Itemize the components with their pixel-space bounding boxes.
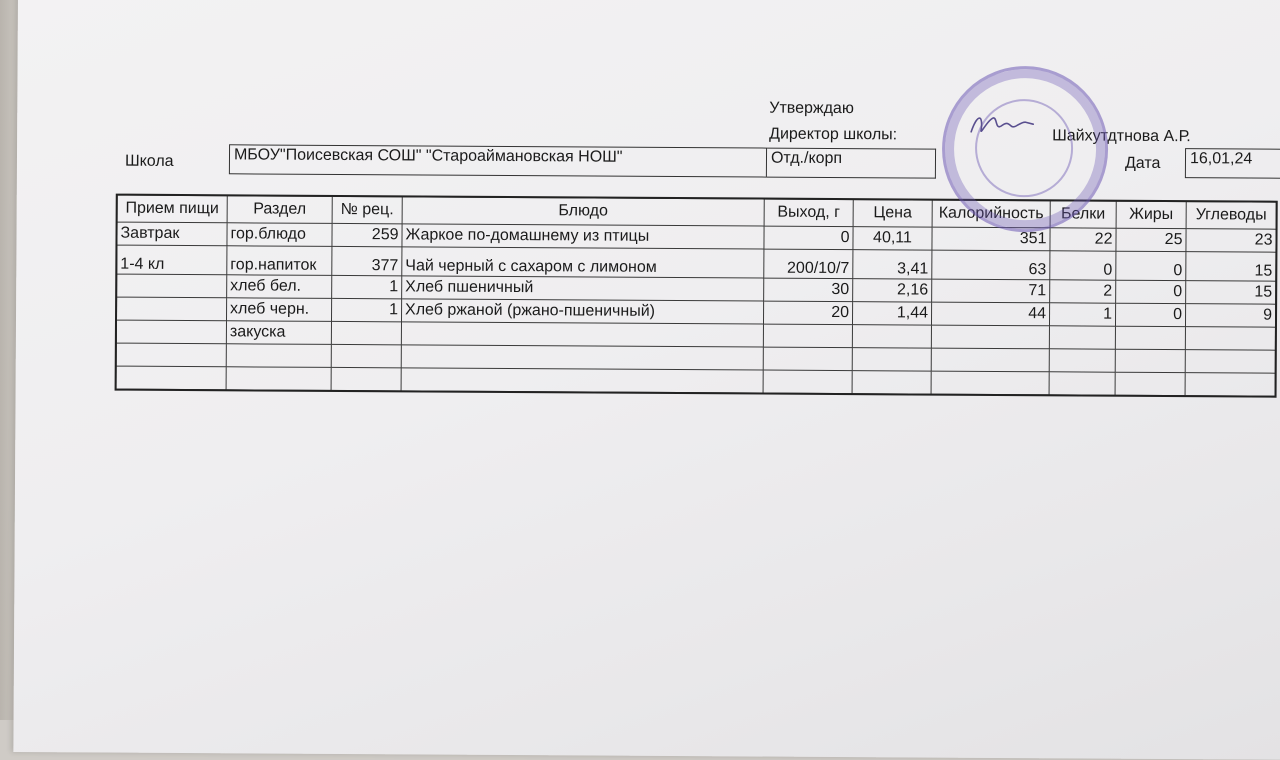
col-protein: Белки [1050, 201, 1116, 228]
cell-fat: 25 [1116, 228, 1186, 251]
col-calories: Калорийность [932, 200, 1050, 228]
school-field [229, 144, 767, 177]
cell-meal [116, 320, 226, 344]
cell-section: гор.напиток [227, 246, 332, 276]
cell-section: хлеб бел. [227, 275, 332, 299]
cell-price: 2,16 [853, 279, 932, 302]
cell-calories [931, 371, 1049, 395]
col-price: Цена [853, 200, 932, 227]
cell-price [852, 348, 931, 371]
cell-recipe: 259 [332, 223, 402, 246]
cell-output [763, 370, 852, 394]
cell-protein [1049, 326, 1115, 349]
cell-output: 200/10/7 [764, 249, 853, 279]
cell-calories [931, 325, 1049, 349]
cell-dish: Хлеб ржаной (ржано-пшеничный) [401, 299, 763, 324]
cell-calories [931, 348, 1049, 372]
cell-meal [116, 343, 226, 367]
cell-recipe: 1 [331, 298, 401, 321]
school-value: МБОУ"Поисевская СОШ" "Староаймановская НОШ" [233, 146, 623, 166]
approve-label: Утверждаю [769, 99, 854, 118]
cell-price [852, 371, 931, 394]
cell-price [852, 325, 931, 348]
date-value: 16,01,24 [1189, 150, 1253, 168]
cell-section: хлеб черн. [226, 298, 331, 322]
cell-protein: 22 [1050, 228, 1116, 251]
cell-carbs [1185, 373, 1275, 397]
cell-protein: 1 [1049, 303, 1115, 326]
cell-calories: 44 [931, 302, 1049, 326]
dept-label: Отд./корп [770, 149, 843, 168]
cell-section: закуска [226, 321, 331, 345]
cell-carbs: 23 [1186, 229, 1276, 253]
cell-protein [1049, 349, 1115, 372]
cell-recipe [331, 344, 401, 367]
director-label: Директор школы: [769, 125, 898, 144]
cell-protein [1049, 372, 1115, 395]
cell-dish: Жаркое по-домашнему из птицы [402, 224, 764, 249]
cell-dish [401, 345, 763, 370]
cell-calories: 71 [932, 279, 1050, 303]
cell-meal [116, 297, 226, 321]
cell-fat: 0 [1116, 251, 1186, 280]
menu-table [116, 195, 1277, 397]
cell-carbs: 15 [1186, 281, 1276, 305]
cell-carbs: 15 [1186, 252, 1276, 282]
cell-recipe [331, 367, 401, 390]
cell-dish: Хлеб пшеничный [402, 276, 764, 301]
cell-section: гор.блюдо [227, 223, 332, 247]
cell-calories: 63 [932, 250, 1050, 280]
signature-icon [967, 110, 1037, 140]
cell-output: 0 [764, 226, 853, 250]
cell-protein: 2 [1050, 280, 1116, 303]
menu-sheet [13, 0, 1280, 760]
cell-carbs: 9 [1185, 304, 1275, 328]
date-label: Дата [1124, 154, 1161, 172]
cell-recipe: 1 [332, 275, 402, 298]
cell-price: 1,44 [852, 302, 931, 325]
col-recipe: № рец. [332, 196, 402, 223]
cell-dish [401, 368, 763, 393]
cell-output [763, 324, 852, 348]
col-dish: Блюдо [402, 197, 764, 226]
cell-meal [116, 366, 226, 390]
col-carbs: Углеводы [1186, 202, 1276, 230]
cell-output: 20 [763, 301, 852, 325]
cell-price: 3,41 [853, 250, 932, 279]
cell-carbs [1185, 327, 1275, 351]
cell-meal [117, 274, 227, 298]
cell-price: 40,11 [853, 227, 932, 250]
cell-fat: 0 [1115, 303, 1185, 326]
cell-output [763, 347, 852, 371]
cell-section [226, 344, 331, 368]
cell-meal: Завтрак [117, 222, 227, 246]
col-output: Выход, г [764, 199, 853, 227]
cell-section [226, 367, 331, 391]
director-name: Шайхутдтнова А.Р. [1052, 127, 1191, 146]
cell-fat [1115, 372, 1185, 395]
cell-protein: 0 [1050, 251, 1116, 280]
col-meal: Прием пищи [117, 195, 227, 223]
col-fat: Жиры [1116, 201, 1186, 228]
cell-fat [1115, 349, 1185, 372]
cell-carbs [1185, 350, 1275, 374]
cell-meal: 1-4 кл [117, 245, 227, 275]
round-seal-icon [942, 66, 1109, 233]
dept-field [767, 148, 936, 179]
cell-output: 30 [764, 278, 853, 302]
cell-recipe [331, 321, 401, 344]
cell-dish: Чай черный с сахаром с лимоном [402, 247, 764, 278]
cell-recipe: 377 [332, 246, 402, 275]
cell-fat [1115, 326, 1185, 349]
cell-dish [401, 322, 763, 347]
school-label: Школа [124, 152, 174, 170]
cell-fat: 0 [1116, 280, 1186, 303]
date-field [1185, 148, 1280, 179]
col-section: Раздел [227, 196, 332, 224]
cell-calories: 351 [932, 227, 1050, 251]
